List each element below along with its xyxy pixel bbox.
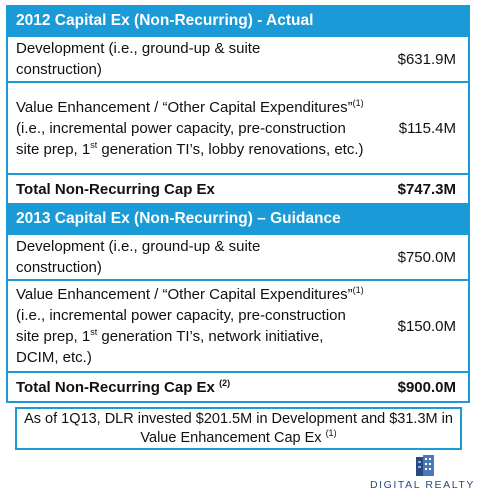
- logo-text: DIGITAL REALTY: [369, 479, 475, 491]
- table-2012-actual: [6, 5, 470, 205]
- table-row-total-2013: [8, 371, 468, 401]
- digital-realty-logo: [351, 455, 475, 493]
- row-label: Development (i.e., ground-up & suite construction): [16, 238, 261, 276]
- table-row-development-2012: [8, 35, 468, 81]
- table-row-value-enhancement-2013: [8, 279, 468, 371]
- label-text: Value Enhancement / “Other Capital Expenditures”: [16, 98, 353, 116]
- row-label: [8, 284, 372, 368]
- row-value: $150.0M: [397, 317, 456, 335]
- table-row-development-2013: [8, 233, 468, 279]
- total-label-text: Total Non-Recurring Cap Ex: [16, 378, 215, 396]
- total-value: $747.3M: [397, 180, 456, 198]
- footnote-marker: (2): [219, 377, 231, 388]
- building-logo-icon: [416, 455, 434, 476]
- row-value: $115.4M: [398, 119, 456, 137]
- row-label: Development (i.e., ground-up & suite construction): [16, 40, 261, 78]
- section-header-2013: 2013 Capital Ex (Non-Recurring) – Guidance: [8, 205, 468, 233]
- table-row-value-enhancement-2012: [8, 81, 468, 173]
- investment-note: [15, 407, 462, 450]
- ordinal-suffix: st: [90, 327, 98, 337]
- footnote-marker: (1): [352, 285, 364, 295]
- row-value: $750.0M: [397, 248, 456, 266]
- row-label: [8, 97, 372, 160]
- table-row-total-2012: [8, 173, 468, 203]
- label-text: generation TI’s, network initiative, DCIM, etc.): [16, 328, 324, 366]
- footnote-marker: (1): [325, 428, 337, 439]
- total-label: Total Non-Recurring Cap Ex: [16, 180, 215, 198]
- label-text: generation TI’s, lobby renovations, etc.): [97, 140, 364, 158]
- label-text: (i.e., incremental power capacity, pre-construction site prep, 1: [16, 119, 346, 158]
- footnote-marker: (1): [352, 97, 364, 108]
- note-text: As of 1Q13, DLR invested $201.5M in Development and $31.3M in Value Enhancement Cap Ex: [24, 411, 453, 446]
- total-value: $900.0M: [397, 378, 456, 396]
- section-header-2012: 2012 Capital Ex (Non-Recurring) - Actual: [8, 7, 468, 35]
- table-2013-guidance: [6, 203, 470, 403]
- row-value: $631.9M: [397, 50, 456, 68]
- label-text: Value Enhancement / “Other Capital Expenditures”: [16, 286, 353, 303]
- ordinal-suffix: st: [90, 139, 98, 150]
- total-label: [8, 377, 236, 398]
- label-text: (i.e., incremental power capacity, pre-construction site prep, 1: [16, 307, 346, 345]
